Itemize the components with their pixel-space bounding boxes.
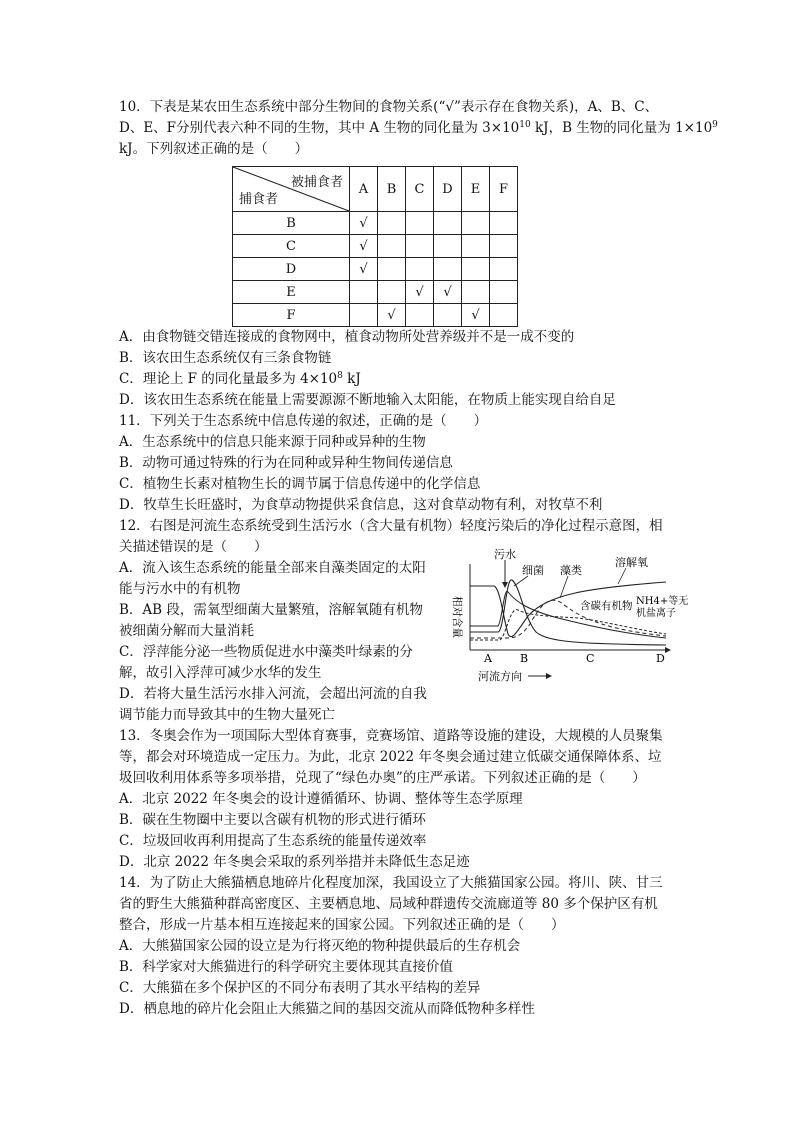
q13-option-c: C．垃圾回收再利用提高了生态系统的能量传递效率 bbox=[119, 833, 427, 849]
table-cell bbox=[490, 281, 518, 304]
table-cell bbox=[406, 304, 434, 327]
q11-stem: 11．下列关于生态系统中信息传递的叙述，正确的是（ ） bbox=[119, 413, 488, 429]
table-cell bbox=[350, 304, 378, 327]
table-cell: √ bbox=[462, 304, 490, 327]
label-ions-line1: NH4+等无 bbox=[636, 596, 689, 607]
q12-option-a-line1: A．流入该生态系统的能量全部来自藻类固定的太阳 bbox=[119, 560, 426, 576]
table-cell bbox=[378, 235, 406, 258]
col-header: A bbox=[350, 167, 378, 212]
river-purification-diagram bbox=[448, 546, 689, 686]
q12-option-b-line2: 被细菌分解而大量消耗 bbox=[119, 623, 254, 639]
table-cell bbox=[490, 304, 518, 327]
q12-option-c-line1: C．浮萍能分泌一些物质促进水中藻类叶绿素的分 bbox=[119, 644, 413, 660]
label-dissolved-oxygen: 溶解氧 bbox=[615, 556, 648, 569]
q10-option-c-sup: 8 bbox=[337, 371, 343, 381]
q11-option-c: C．植物生长素对植物生长的调节属于信息传递中的化学信息 bbox=[119, 476, 481, 492]
table-cell bbox=[434, 212, 462, 235]
q10-sup-a: 10 bbox=[519, 120, 531, 130]
q10-text-a: D、E、F分别代表六种不同的生物，其中 A 生物的同化量为 3×10 bbox=[119, 120, 520, 136]
q10-stem-line2 bbox=[119, 118, 718, 140]
table-cell bbox=[378, 258, 406, 281]
table-cell bbox=[490, 235, 518, 258]
table-diagonal-header bbox=[233, 167, 350, 212]
q13-option-b: B．碳在生物圈中主要以含碳有机物的形式进行循环 bbox=[119, 812, 426, 828]
table-cell bbox=[434, 304, 462, 327]
table-cell bbox=[490, 258, 518, 281]
q11-option-d: D．牧草生长旺盛时，为食草动物提供采食信息，这对食草动物有利，对牧草不利 bbox=[119, 497, 603, 513]
q10-option-c bbox=[119, 369, 361, 391]
q14-stem-line1: 14．为了防止大熊猫栖息地碎片化程度加深，我国设立了大熊猫国家公园。将川、陕、甘三 bbox=[119, 875, 663, 891]
q14-option-c: C．大熊猫在多个保护区的不同分布表明了其水平结构的差异 bbox=[119, 980, 481, 996]
q10-option-d: D．该农田生态系统在能量上需要源源不断地输入太阳能，在物质上能实现自给自足 bbox=[119, 392, 616, 408]
table-cell bbox=[434, 235, 462, 258]
q13-stem-line2: 等，都会对环境造成一定压力。为此，北京 2022 年冬奥会通过建立低碳交通保障体系、垃 bbox=[119, 749, 662, 765]
label-algae: 藻类 bbox=[560, 564, 582, 577]
q11-option-b: B．动物可通过特殊的行为在同种或异种生物间传递信息 bbox=[119, 455, 453, 471]
row-label: C bbox=[233, 235, 350, 258]
q10-option-c-unit: kJ bbox=[342, 371, 361, 387]
q14-stem-line2: 省的野生大熊猫种群高密度区、主要栖息地、局域种群遗传交流廊道等 80 多个保护区有机 bbox=[119, 896, 658, 912]
header-prey-label: 被捕食者 bbox=[290, 175, 343, 190]
header-predator-label: 捕食者 bbox=[239, 192, 279, 207]
table-row bbox=[233, 304, 518, 327]
table-cell bbox=[490, 212, 518, 235]
col-header: D bbox=[434, 167, 462, 212]
do-leader bbox=[618, 568, 626, 584]
q12-option-b-line1: B．AB 段，需氧型细菌大量繁殖，溶解氧随有机物 bbox=[119, 602, 423, 618]
q13-stem-line3: 圾回收利用体系等多项举措，兑现了“绿色办奥”的庄严承诺。下列叙述正确的是（ ） bbox=[119, 770, 646, 786]
q12-option-d-line2: 调节能力而导致其中的生物大量死亡 bbox=[119, 707, 335, 723]
tick-b: B bbox=[520, 652, 529, 665]
table-cell bbox=[462, 212, 490, 235]
q14-stem-line3: 整合，形成一片基本相互连接起来的国家公园。下列叙述正确的是（ ） bbox=[119, 917, 565, 933]
q12-option-a-line2: 能与污水中的有机物 bbox=[119, 581, 241, 597]
tick-c: C bbox=[586, 652, 595, 665]
table-cell bbox=[434, 258, 462, 281]
col-header: F bbox=[490, 167, 518, 212]
x-axis-arrow bbox=[665, 647, 671, 653]
table-cell: √ bbox=[350, 235, 378, 258]
table-cell bbox=[350, 281, 378, 304]
table-cell bbox=[462, 258, 490, 281]
q10-text-b: kJ，B 生物的同化量为 1×10 bbox=[530, 120, 713, 136]
q12-stem-line2: 关描述错误的是（ ） bbox=[119, 539, 268, 555]
row-label: D bbox=[233, 258, 350, 281]
table-cell bbox=[406, 235, 434, 258]
table-cell bbox=[378, 212, 406, 235]
col-header: E bbox=[462, 167, 490, 212]
food-relationship-table bbox=[232, 166, 518, 327]
sewage-arrow-head bbox=[502, 582, 508, 588]
q10-option-b: B．该农田生态系统仅有三条食物链 bbox=[119, 350, 332, 366]
table-cell bbox=[406, 212, 434, 235]
table-row bbox=[233, 235, 518, 258]
label-sewage: 污水 bbox=[494, 548, 516, 561]
tick-d: D bbox=[656, 652, 665, 665]
col-header: B bbox=[378, 167, 406, 212]
row-label: B bbox=[233, 212, 350, 235]
flow-arrow-head bbox=[546, 673, 552, 679]
q12-stem-line1: 12．右图是河流生态系统受到生活污水（含大量有机物）轻度污染后的净化过程示意图，相 bbox=[119, 518, 663, 534]
q12-option-c-line2: 解，故引入浮萍可减少水华的发生 bbox=[119, 665, 322, 681]
q13-option-d: D．北京 2022 年冬奥会采取的系列举措并未降低生态足迹 bbox=[119, 854, 470, 870]
q13-stem-line1: 13．冬奥会作为一项国际大型体育赛事，竞赛场馆、道路等设施的建设，大规模的人员聚集 bbox=[119, 728, 663, 744]
table-cell: √ bbox=[350, 212, 378, 235]
table-row bbox=[233, 258, 518, 281]
table-cell bbox=[462, 281, 490, 304]
q10-stem-line1: 10．下表是某农田生态系统中部分生物间的食物关系(“√”表示存在食物关系)，A、B、C、 bbox=[119, 99, 659, 115]
q11-option-a: A．生态系统中的信息只能来源于同种或异种的生物 bbox=[119, 434, 426, 450]
col-header: C bbox=[406, 167, 434, 212]
q10-stem-line3: kJ。下列叙述正确的是（ ） bbox=[119, 141, 309, 157]
table-cell: √ bbox=[378, 304, 406, 327]
x-axis-label: 河流方向 bbox=[478, 670, 522, 683]
q10-option-a: A．由食物链交错连接成的食物网中，植食动物所处营养级并不是一成不变的 bbox=[119, 329, 575, 345]
label-ions-line2: 机盐离子 bbox=[636, 608, 676, 619]
q14-option-a: A．大熊猫国家公园的设立是为行将灭绝的物种提供最后的生存机会 bbox=[119, 938, 521, 954]
q14-option-d: D．栖息地的碎片化会阻止大熊猫之间的基因交流从而降低物种多样性 bbox=[119, 1001, 535, 1017]
table-row bbox=[233, 281, 518, 304]
q10-option-c-text: C．理论上 F 的同化量最多为 4×10 bbox=[119, 371, 338, 387]
bacteria-leader bbox=[514, 576, 528, 586]
table-header-row bbox=[233, 167, 518, 212]
tick-a: A bbox=[484, 652, 492, 665]
q12-option-d-line1: D．若将大量生活污水排入河流，会超出河流的自我 bbox=[119, 686, 427, 702]
table-cell bbox=[378, 281, 406, 304]
table-cell bbox=[406, 258, 434, 281]
y-axis-label: 相对含量 bbox=[451, 596, 463, 638]
table-cell: √ bbox=[434, 281, 462, 304]
row-label: F bbox=[233, 304, 350, 327]
row-label: E bbox=[233, 281, 350, 304]
q10-sup-b: 9 bbox=[712, 120, 718, 130]
q13-option-a: A．北京 2022 年冬奥会的设计遵循循环、协调、整体等生态学原理 bbox=[119, 791, 523, 807]
table-row bbox=[233, 212, 518, 235]
label-bacteria: 细菌 bbox=[522, 564, 544, 577]
label-organic-carbon: 含碳有机物 bbox=[580, 600, 633, 612]
q14-option-b: B．科学家对大熊猫进行的科学研究主要体现其直接价值 bbox=[119, 959, 453, 975]
table-cell bbox=[462, 235, 490, 258]
table-cell: √ bbox=[350, 258, 378, 281]
table-cell: √ bbox=[406, 281, 434, 304]
